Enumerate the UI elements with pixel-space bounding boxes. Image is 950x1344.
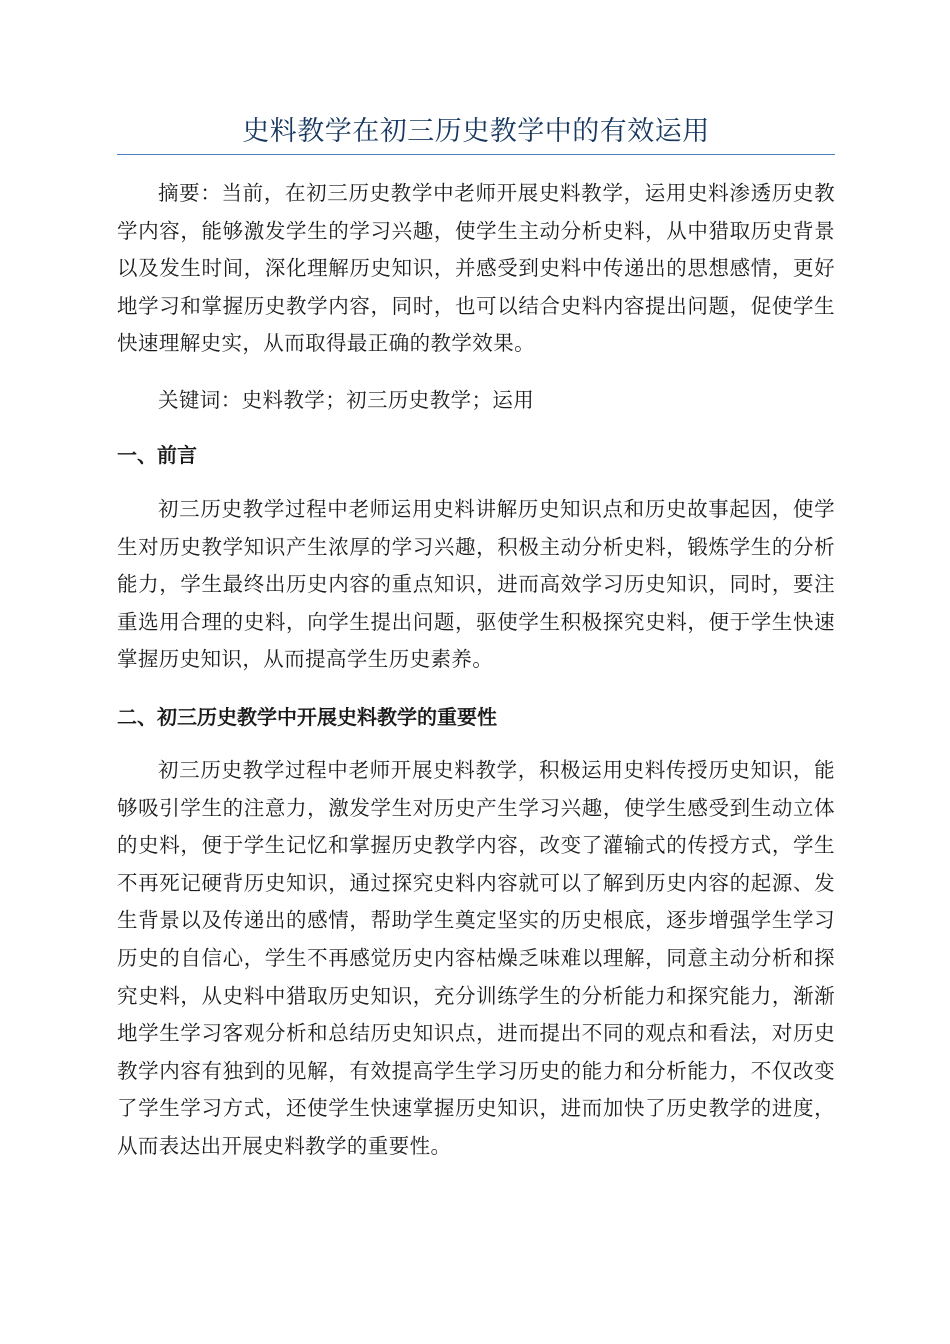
document-page: [117, 0, 835, 1344]
section-heading-importance: 二、初三历史教学中开展史料教学的重要性: [117, 705, 497, 729]
keywords-line: 关键词：史料教学；初三历史教学；运用: [158, 388, 535, 412]
section-heading-introduction: 一、前言: [117, 443, 197, 467]
document-title: 史料教学在初三历史教学中的有效运用: [242, 116, 710, 147]
section-body-introduction: 初三历史教学过程中老师运用史料讲解历史知识点和历史故事起因，使学生对历史教学知识产生浓厚的学习兴趣，积极主动分析史料，锻炼学生的分析能力，学生最终出历史内容的重点知识，进而高效学习历史知识，同时，要注重选用合理的史料，向学生提出问题，驱使学生积极探究史料，便于学生快速掌握历史知识，从而提高学生历史素养。: [117, 497, 835, 672]
title-underline: [117, 154, 835, 155]
abstract-paragraph: 摘要：当前，在初三历史教学中老师开展史料教学，运用史料渗透历史教学内容，能够激发学生的学习兴趣，使学生主动分析史料，从中猎取历史背景以及发生时间，深化理解历史知识，并感受到史料中传递出的思想感情，更好地学习和掌握历史教学内容，同时，也可以结合史料内容提出问题，促使学生快速理解史实，从而取得最正确的教学效果。: [117, 181, 835, 356]
section-body-importance: 初三历史教学过程中老师开展史料教学，积极运用史料传授历史知识，能够吸引学生的注意力，激发学生对历史产生学习兴趣，使学生感受到生动立体的史料，便于学生记忆和掌握历史教学内容，改变了灌输式的传授方式，学生不再死记硬背历史知识，通过探究史料内容就可以了解到历史内容的起源、发生背景以及传递出的感情，帮助学生奠定坚实的历史根底，逐步增强学生学习历史的自信心，学生不再感觉历史内容枯燥乏味难以理解，同意主动分析和探究史料，从史料中猎取历史知识，充分训练学生的分析能力和探究能力，渐渐地学生学习客观分析和总结历史知识点，进而提出不同的观点和看法，对历史教学内容有独到的见解，有效提高学生学习历史的能力和分析能力，不仅改变了学生学习方式，还使学生快速掌握历史知识，进而加快了历史教学的进度，从而表达出开展史料教学的重要性。: [117, 758, 835, 1158]
